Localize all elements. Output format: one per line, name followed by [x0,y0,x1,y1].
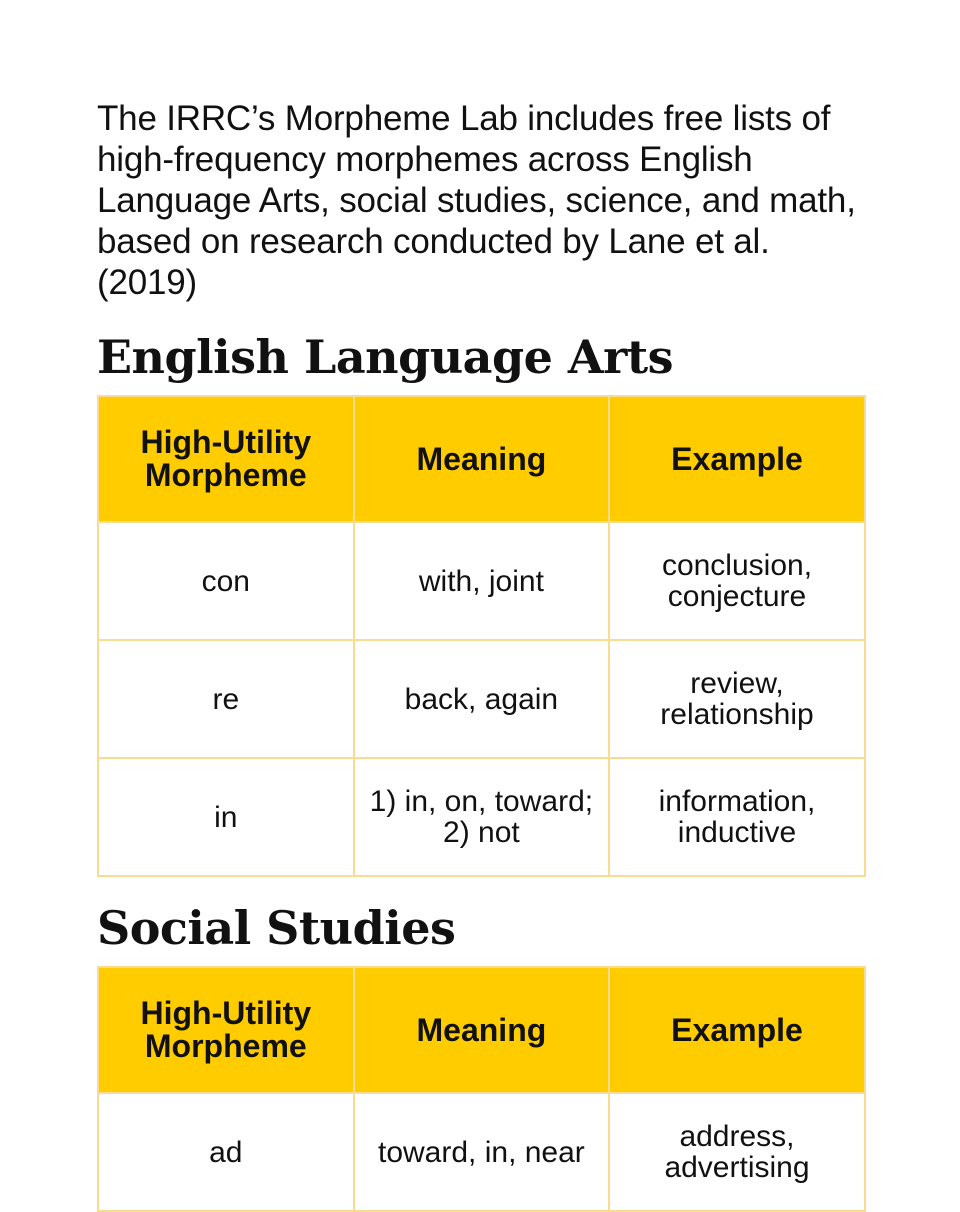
example-cell: information, inductive [609,758,865,876]
article-content [97,98,863,1212]
morpheme-cell: re [98,640,354,758]
example-cell: address, advertising [609,1093,865,1211]
meaning-cell: 1) in, on, toward; 2) not [354,758,610,876]
column-header-example: Example [609,396,865,522]
table-header-row [98,396,865,522]
example-cell: review, relationship [609,640,865,758]
morpheme-cell: in [98,758,354,876]
table-header-row [98,967,865,1093]
meaning-cell: with, joint [354,522,610,640]
morpheme-cell: con [98,522,354,640]
section-title-english-language-arts: English Language Arts [97,330,673,384]
column-header-morpheme: High-Utility Morpheme [98,967,354,1093]
meaning-cell: back, again [354,640,610,758]
table-row [98,640,865,758]
column-header-morpheme: High-Utility Morpheme [98,396,354,522]
column-header-meaning: Meaning [354,967,610,1093]
meaning-cell: toward, in, near [354,1093,610,1211]
social-studies-morpheme-table [97,966,866,1212]
table-row [98,522,865,640]
table-row [98,758,865,876]
section-title-social-studies: Social Studies [97,901,456,955]
table-row [98,1093,865,1211]
morpheme-cell: ad [98,1093,354,1211]
column-header-example: Example [609,967,865,1093]
intro-paragraph: The IRRC’s Morpheme Lab includes free lists of high-frequency morphemes across English Language Arts, social studies, science, and math, based on research conducted by Lane et al. (2019) [97,99,856,302]
column-header-meaning: Meaning [354,396,610,522]
example-cell: conclusion, conjecture [609,522,865,640]
ela-morpheme-table [97,395,866,877]
